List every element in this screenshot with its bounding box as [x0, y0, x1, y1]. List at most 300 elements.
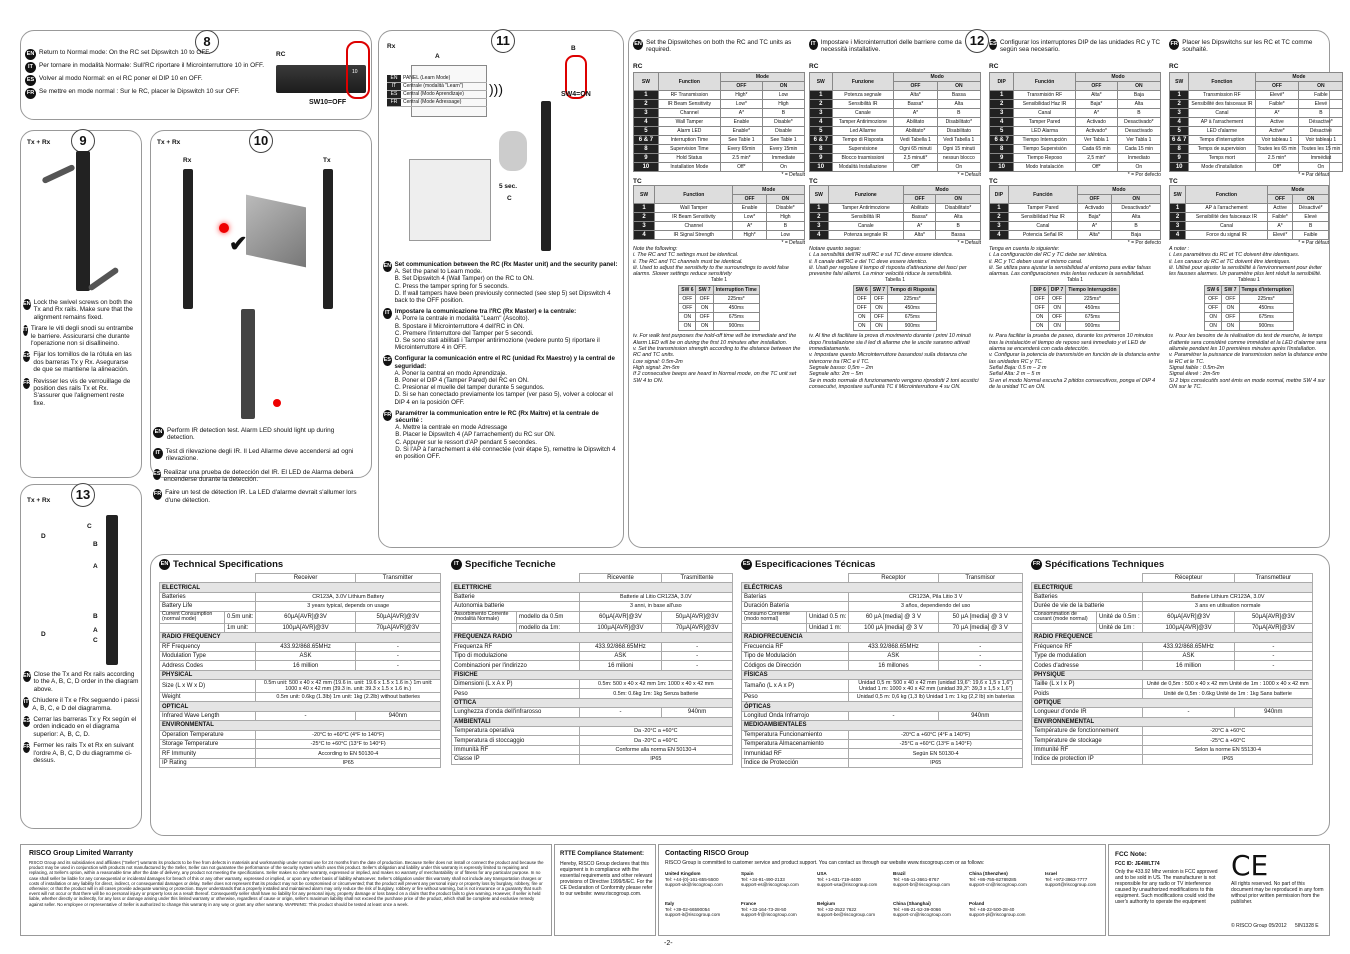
instruction-text: Se mettre en mode normal : Sur le RC, placer le Dipswitch 10 sur OFF. — [39, 88, 240, 95]
contact-list — [665, 871, 1103, 933]
contact-phone: Tel: +32-2522 7622 — [817, 906, 857, 912]
note-line: iv. Al fine di facilitare la prova di movimento durante i primi 10 minuti dopo l'installazione sia il led di allarme che le uscite saranno attivati immediatamente. — [809, 333, 971, 353]
spec-value: 0.5m unit: 0.6kg (1.3lb) 1m unit: 1kg (2.2lb) without batteries — [256, 693, 441, 702]
spec-title — [741, 559, 1031, 573]
note-line: Señal Alta: 2 m – 5 m — [989, 371, 1041, 378]
spec-key: Duración Batería — [742, 602, 849, 611]
spec-subkey: 0.5m unit: — [225, 611, 256, 623]
table-cell: OFF — [1205, 295, 1222, 304]
table-cell: Baja* — [1077, 213, 1111, 222]
spec-key: Frecuencia RF — [742, 642, 849, 651]
table-cell: 10 — [634, 163, 659, 172]
header-cell: ON — [762, 82, 804, 91]
table-cell: Tamper Antirimozione — [828, 204, 903, 213]
spec-key: Dimensioni (L x A x P) — [452, 680, 580, 689]
hand-icon — [499, 131, 527, 171]
contact-country: United Kingdom — [665, 871, 701, 876]
table-cell: 4 — [634, 118, 659, 127]
step-d-label-2: D — [41, 631, 46, 638]
spec-key: Immunité RF — [1032, 745, 1143, 754]
spec-section-title: ENVIRONMENTAL — [160, 721, 441, 730]
table-cell: 2,5 min* — [1075, 154, 1117, 163]
table-cell: OFF — [696, 295, 713, 304]
spec-row — [160, 633, 441, 642]
table-cell: 450ms — [1066, 304, 1119, 313]
table-cell: Ver Tabla 1 — [1117, 136, 1160, 145]
spec-value: IP65 — [849, 758, 1023, 767]
spec-section-en — [159, 559, 449, 831]
table-cell: A* — [1077, 222, 1111, 231]
table-cell: OFF — [853, 295, 870, 304]
spec-value: 100 µA [media] @ 3 V — [849, 623, 938, 632]
header-cell: Mode — [1255, 73, 1343, 82]
spec-value: - — [938, 651, 1022, 660]
spec-value: - — [1234, 661, 1312, 670]
table-row — [1170, 213, 1329, 222]
spec-key: Índice de Protección — [742, 758, 849, 767]
spec-key: Tamaño (L x A x P) — [742, 680, 849, 693]
default-note: * = Par défaut — [1298, 172, 1329, 178]
table-cell: Enable — [733, 204, 766, 213]
contact-email: support-es@riscogroup.com — [741, 882, 799, 887]
spec-key: Storage Temperature — [160, 740, 256, 749]
instruction-text: Perform IR detection test. Alarm LED should light up during detection. — [166, 427, 335, 442]
contact-box — [658, 844, 1106, 936]
contact-country: Spain — [741, 871, 754, 876]
dip-notes — [809, 246, 981, 277]
spec-value: 16 million — [256, 661, 355, 670]
instruction-text: Chiudere il Tx e l'Rx seguendo i passi A, B, C, e D del diagramma. — [32, 697, 139, 712]
table-cell: 2 — [810, 100, 833, 109]
spec-key — [742, 623, 807, 632]
instruction-row — [25, 62, 265, 73]
spec-section-title: MEDIOAMBIENTALES — [742, 721, 1023, 730]
table-row — [990, 204, 1161, 213]
spec-row — [452, 727, 733, 736]
spec-table — [741, 573, 1023, 768]
table-cell: Potenza segnale — [832, 91, 894, 100]
spec-value: 16 milioni — [579, 661, 661, 670]
table-cell: 225ms* — [1066, 295, 1119, 304]
spec-row — [742, 611, 1023, 623]
contact-phone: Tel: +1-631-719-4400 — [817, 876, 861, 882]
note-line: A noter : — [1169, 246, 1190, 252]
spec-row — [742, 730, 1023, 739]
table-cell: LED d'alarme — [1189, 127, 1255, 136]
table-row — [990, 136, 1161, 145]
spec-row — [452, 689, 733, 698]
table-row — [1170, 204, 1329, 213]
dipswitch-section-fr — [1169, 39, 1341, 544]
spec-value: 50µA[AVR]@3V — [355, 611, 440, 623]
spec-key: Codes d'adresse — [1032, 661, 1143, 670]
note-line: ii. Il canale dell'RC e del TC deve essere identico. — [809, 258, 928, 265]
spec-value: 70µA[AVR]@3V — [662, 623, 733, 632]
spec-row — [1032, 633, 1313, 642]
learn-block-body — [395, 261, 619, 304]
rights-text: All rights reserved. No part of this document may be reproduced in any form without prior written permission from the publisher. — [1231, 881, 1324, 905]
tc-dipswitch-table — [1169, 185, 1329, 240]
spec-header-cell: Receptor — [849, 574, 938, 583]
specifications-panel — [150, 554, 1330, 836]
table-row — [990, 222, 1161, 231]
spec-value: - — [1143, 708, 1234, 717]
table-cell: Force du signal IR — [1186, 231, 1268, 240]
instruction-text: Lock the swivel screws on both the Tx and Rx rails. Make sure that the alignment remains fixed. — [33, 299, 133, 321]
header-cell: SW — [634, 73, 659, 91]
dip-intro — [809, 39, 981, 63]
header-cell: SW 7 — [870, 286, 887, 295]
table-cell: 4 — [810, 231, 829, 240]
spec-row — [1032, 642, 1313, 651]
table-cell: 2 — [634, 213, 655, 222]
header-cell: ON — [936, 195, 981, 204]
contact-country: USA — [817, 871, 827, 876]
dip-notes — [1169, 246, 1329, 277]
spec-row — [742, 661, 1023, 670]
five-seconds-label: 5 sec. — [499, 183, 518, 190]
spec-value: Batterie al Litio CR123A, 3.0V — [579, 592, 732, 601]
header-cell: SW 6 — [853, 286, 870, 295]
spec-key: Batteries — [1032, 592, 1143, 601]
table-cell: ON — [696, 322, 713, 331]
header-cell: SW 6 — [679, 286, 696, 295]
table-cell: Elevé* — [1255, 91, 1299, 100]
rail-image — [106, 515, 118, 665]
spec-row — [452, 670, 733, 679]
learn-step: A. Porre la centrale in modalità "Learn" (Ascolto). — [394, 315, 530, 323]
spec-section-fr — [1031, 559, 1321, 831]
table-cell: Temps d'interruption — [1189, 136, 1255, 145]
table-row — [679, 304, 760, 313]
table-cell: 2 — [1170, 213, 1186, 222]
table-cell: 4 — [634, 231, 655, 240]
spec-row — [1032, 717, 1313, 726]
panel-mode-text: Central (Mode Adressage) — [403, 99, 462, 105]
learn-block-title: Impostare la comunicazione tra l'RC (Rx Master) e la centrale: — [394, 308, 577, 316]
table-cell: Alta — [1117, 100, 1160, 109]
rc-label: RC — [809, 63, 819, 70]
note-line: ii. The RC and TC channels must be identical. — [633, 258, 743, 265]
table-cell: Bassa* — [894, 100, 937, 109]
instruction-row — [23, 378, 135, 408]
header-cell: OFF — [733, 195, 766, 204]
lang-es-icon: ES — [23, 716, 30, 727]
table-cell: High* — [733, 231, 766, 240]
lang-es-icon: ES — [741, 559, 752, 570]
header-cell: SW — [810, 186, 829, 204]
table-cell: See Table 1 — [720, 136, 762, 145]
learn-step: C. Press the tamper spring for 5 seconds. — [394, 282, 509, 290]
spec-value: -25°C a +60°C (13°F a 140°F) — [849, 740, 1023, 749]
header-cell: SW — [1170, 73, 1189, 91]
table-row — [990, 91, 1161, 100]
rx-unit-image — [541, 101, 551, 251]
spec-row — [160, 702, 441, 711]
table-cell: 450ms — [888, 304, 937, 313]
table-row — [990, 100, 1161, 109]
spec-subkey: Unité de 0.5m : — [1097, 611, 1143, 623]
contact-entry — [741, 901, 817, 918]
table-cell: Abilitato — [903, 204, 935, 213]
note-line: If 2 consecutive beeps are heard in Normal mode, on the TC unit set SW 4 to ON. — [633, 371, 797, 384]
table-header — [634, 186, 805, 195]
spec-value: 100µA[AVR]@3V — [256, 623, 355, 632]
contact-email: support-cn@riscogroup.com — [893, 912, 951, 917]
contact-title: Contacting RISCO Group — [665, 850, 749, 857]
table1-title: Tabla 1 — [1066, 277, 1084, 284]
table-cell: ON — [1222, 322, 1239, 331]
table-row — [1170, 145, 1343, 154]
note-line: Signal élevé : 2m-5m — [1169, 371, 1220, 378]
note-line: Low signal: 0.5m-2m — [633, 358, 683, 365]
rail-image — [76, 151, 90, 291]
contact-country: Italy — [665, 901, 675, 906]
table-cell: Activado — [1075, 118, 1117, 127]
spec-value: - — [662, 661, 733, 670]
dipswitch-section-es — [989, 39, 1161, 544]
header-cell: ON — [1293, 195, 1329, 204]
instruction-row — [25, 49, 265, 60]
table-cell: Temps mort — [1189, 154, 1255, 163]
spec-key: Peso — [452, 689, 580, 698]
table-cell: Off* — [1075, 163, 1117, 172]
table-row — [634, 231, 805, 240]
table-row — [1031, 295, 1119, 304]
spec-row — [452, 736, 733, 745]
panel-mode-text: Central (Modo Aprendizaje) — [403, 91, 464, 97]
table-cell: 9 — [634, 154, 659, 163]
spec-value: 60µA[AVR]@3V — [256, 611, 355, 623]
table-cell: High* — [720, 91, 762, 100]
step-8-text — [25, 49, 265, 101]
spec-key: Consommation de courant (mode normal) — [1032, 611, 1097, 623]
header-cell: OFF — [1075, 82, 1117, 91]
table-cell: B — [1293, 222, 1329, 231]
spec-value: ASK — [1143, 651, 1234, 660]
table-row — [1205, 313, 1294, 322]
header-cell: Modo — [903, 186, 980, 195]
note-line: iv. For walk test purposes the hold-off time will be immediate and the Alarm LED will be on during the first 10 minutes after installation. — [633, 333, 797, 346]
spec-key: Taille (L x l x P) — [1032, 680, 1143, 689]
spec-value: -25°C to +60°C (13°F to 140°F) — [256, 740, 441, 749]
table-cell: Alta* — [894, 91, 937, 100]
table-row — [634, 109, 805, 118]
spec-subkey: modello da 0.5m — [517, 611, 580, 623]
table-cell: Active* — [1255, 127, 1299, 136]
tx-rx-label: Tx + Rx — [157, 139, 181, 146]
table-header — [810, 73, 981, 82]
spec-value: -20°C to +60°C (4°F to 140°F) — [256, 730, 441, 739]
step-10-panel — [150, 130, 372, 504]
spec-header-cell: Transmitter — [355, 574, 440, 583]
lang-en-icon: EN — [153, 427, 164, 438]
table-cell: 9 — [990, 154, 1014, 163]
table-cell: Bassa — [936, 231, 981, 240]
step-b-label: B — [93, 541, 98, 548]
spec-value: 940nm — [355, 711, 440, 720]
spec-section-title: OTTICA — [452, 698, 733, 707]
table-cell: ON — [679, 322, 696, 331]
step-a-label: A — [93, 563, 98, 570]
spec-key: Size (L x W x D) — [160, 680, 256, 693]
table-cell: Canal — [1014, 109, 1076, 118]
spec-key: Tipo de Modulación — [742, 651, 849, 660]
table-cell: 225ms* — [713, 295, 759, 304]
contact-phone: Tel: +44-(0)-161-655-5500 — [665, 876, 719, 882]
spec-value: - — [662, 642, 733, 651]
table-cell: Abilitato — [894, 118, 937, 127]
spec-subkey: Unité de 1m : — [1097, 623, 1143, 632]
table-row — [634, 118, 805, 127]
header-cell: Funzione — [832, 73, 894, 91]
table-cell: Wall Tamper — [655, 204, 733, 213]
panel-mode-text: Centrale (modalità "Learn") — [403, 83, 464, 89]
table-row — [853, 322, 937, 331]
contact-entry — [817, 871, 893, 888]
spec-key: Weight — [160, 693, 256, 702]
table-cell: B — [1112, 222, 1161, 231]
note-line: i. The RC and TC settings must be identical. — [633, 252, 739, 259]
dip-notes-2 — [809, 333, 981, 390]
spec-value: - — [938, 661, 1022, 670]
spec-key: Infrared Wave Length — [160, 711, 256, 720]
lang-fr-icon: FR — [25, 88, 36, 99]
table-cell: A* — [1075, 109, 1117, 118]
instruction-row — [23, 716, 139, 738]
table-cell: Bassa* — [903, 213, 935, 222]
rtte-box — [554, 844, 656, 936]
note-line: ii. RC y TC deben usar el mismo canal. — [989, 258, 1083, 265]
instruction-row — [23, 697, 139, 712]
tc-dipswitch-table — [633, 185, 805, 240]
table-cell: Disabilitato — [937, 127, 980, 136]
table-cell: Alta* — [1077, 231, 1111, 240]
table-cell: 1 — [810, 91, 833, 100]
lang-it-label: IT — [387, 83, 401, 90]
table1-title: Tabella 1 — [884, 277, 905, 284]
note-line: iii. Se utiliza para ajustar la sensibilidad al entorno para evitar falsas alarmas. Las configuraciones más lentas reducen la sensibilidad. — [989, 264, 1151, 278]
interruption-table — [678, 285, 760, 331]
dip-notes — [989, 246, 1161, 277]
spec-key: Lunghezza d'onda dell'infrarosso — [452, 708, 580, 717]
spec-value: 100µA[AVR]@3V — [1143, 623, 1234, 632]
table-cell: Tamper Antirimozione — [832, 118, 894, 127]
instruction-row — [23, 742, 139, 764]
table-cell: 2.5 min* — [1255, 154, 1299, 163]
table-cell: 450ms — [713, 304, 759, 313]
instruction-text: Revisser les vis de verrouillage de position des rails Tx et Rx. S'assurer que l'alignement reste fixe. — [33, 377, 131, 407]
table-cell: Low — [762, 91, 804, 100]
lang-en-icon: EN — [23, 299, 31, 310]
table-row — [990, 213, 1161, 222]
table-cell: 2 — [990, 100, 1014, 109]
note-line: ii. Les canaux du RC et TC doivent être identiques. — [1169, 258, 1291, 265]
dip-notes-2 — [989, 333, 1161, 390]
spec-row — [1032, 623, 1313, 632]
note-line: Note the following: — [633, 246, 678, 252]
spec-key: Type de modulation — [1032, 651, 1143, 660]
step-10-text — [153, 427, 363, 510]
spec-key: Poids — [1032, 689, 1143, 698]
table-cell: On — [762, 163, 804, 172]
table-row — [1205, 295, 1294, 304]
default-note: * = Par défaut — [1298, 240, 1329, 246]
spec-row — [452, 745, 733, 754]
note-line: v. Configurar la potencia de transmisión en función de la distancia entre las unidades RC y TC. — [989, 352, 1160, 365]
lang-it-icon: IT — [809, 39, 818, 50]
table-cell: OFF — [1222, 295, 1239, 304]
table-cell: 900ms — [713, 322, 759, 331]
table-cell: IR Beam Sensitivity — [655, 213, 733, 222]
table-cell: ON — [853, 322, 870, 331]
tc-dipswitch-table — [809, 185, 981, 240]
table-header — [1205, 286, 1294, 295]
contact-country: China (Shenzhen) — [969, 871, 1008, 876]
spec-value: 60µA[AVR]@3V — [579, 611, 661, 623]
learn-block-title: Configurar la comunicación entre el RC (unidad Rx Maestro) y la central de seguridad: — [394, 355, 615, 370]
spec-key: Température de fonctionnement — [1032, 727, 1143, 736]
note-line: Tenga en cuenta lo siguiente: — [989, 246, 1060, 252]
table-cell: OFF — [870, 295, 887, 304]
table-row — [634, 136, 805, 145]
lang-es-label: ES — [387, 91, 401, 98]
learn-step: C. Appuyer sur le ressort d'AP pendant 5 secondes. — [395, 438, 537, 446]
spec-row — [452, 592, 733, 601]
default-note: * = Default — [781, 172, 805, 178]
table-row — [1170, 231, 1329, 240]
spec-row — [452, 602, 733, 611]
screwdriver-icon — [87, 267, 119, 292]
rc-dipswitch-table — [633, 72, 805, 172]
spec-value: 3 anni, in base all'uso — [579, 602, 732, 611]
note-line: v. Set the transmission strength according to the distance between the RC and TC units. — [633, 346, 801, 359]
spec-row — [1032, 736, 1313, 745]
spec-header — [1032, 574, 1313, 583]
contact-phone: Tel: +86-755-82789285 — [969, 876, 1017, 882]
table-cell: Active — [1267, 204, 1292, 213]
table-cell: ON — [679, 313, 696, 322]
spec-section-title: OPTIQUE — [1032, 698, 1313, 707]
spec-row — [1032, 745, 1313, 754]
table-cell: Sensibilité des faisceaux IR — [1189, 100, 1255, 109]
spec-row — [160, 670, 441, 679]
spec-value: 60 µA [media] @ 3 V — [849, 611, 938, 623]
instruction-text: Volver al modo Normal: en el RC poner el DIP 10 en OFF. — [39, 75, 203, 82]
spec-value: 940nm — [662, 708, 733, 717]
spec-row — [452, 623, 733, 632]
table-cell: Interruption Time — [658, 136, 720, 145]
table-header — [679, 286, 760, 295]
spec-row — [160, 592, 441, 601]
table-cell: B — [1299, 109, 1343, 118]
table-header — [634, 73, 805, 82]
table-row — [990, 127, 1161, 136]
learn-block — [383, 261, 619, 304]
spec-value: 3 ans en utilisation normale — [1143, 602, 1313, 611]
table-row — [1170, 127, 1343, 136]
spec-row — [160, 642, 441, 651]
table-row — [810, 222, 981, 231]
spec-value: 3 years typical, depends on usage — [256, 602, 441, 611]
tc-label: TC — [809, 178, 818, 185]
table-cell: 1 — [810, 204, 829, 213]
table-cell: OFF — [1205, 304, 1222, 313]
table-cell: Faible — [1293, 231, 1329, 240]
spec-header-cell — [452, 574, 580, 583]
spec-key: Longitud Onda Infrarrojo — [742, 711, 849, 720]
learn-block-title: Set communication between the RC (Rx Master unit) and the security panel: — [394, 261, 618, 268]
